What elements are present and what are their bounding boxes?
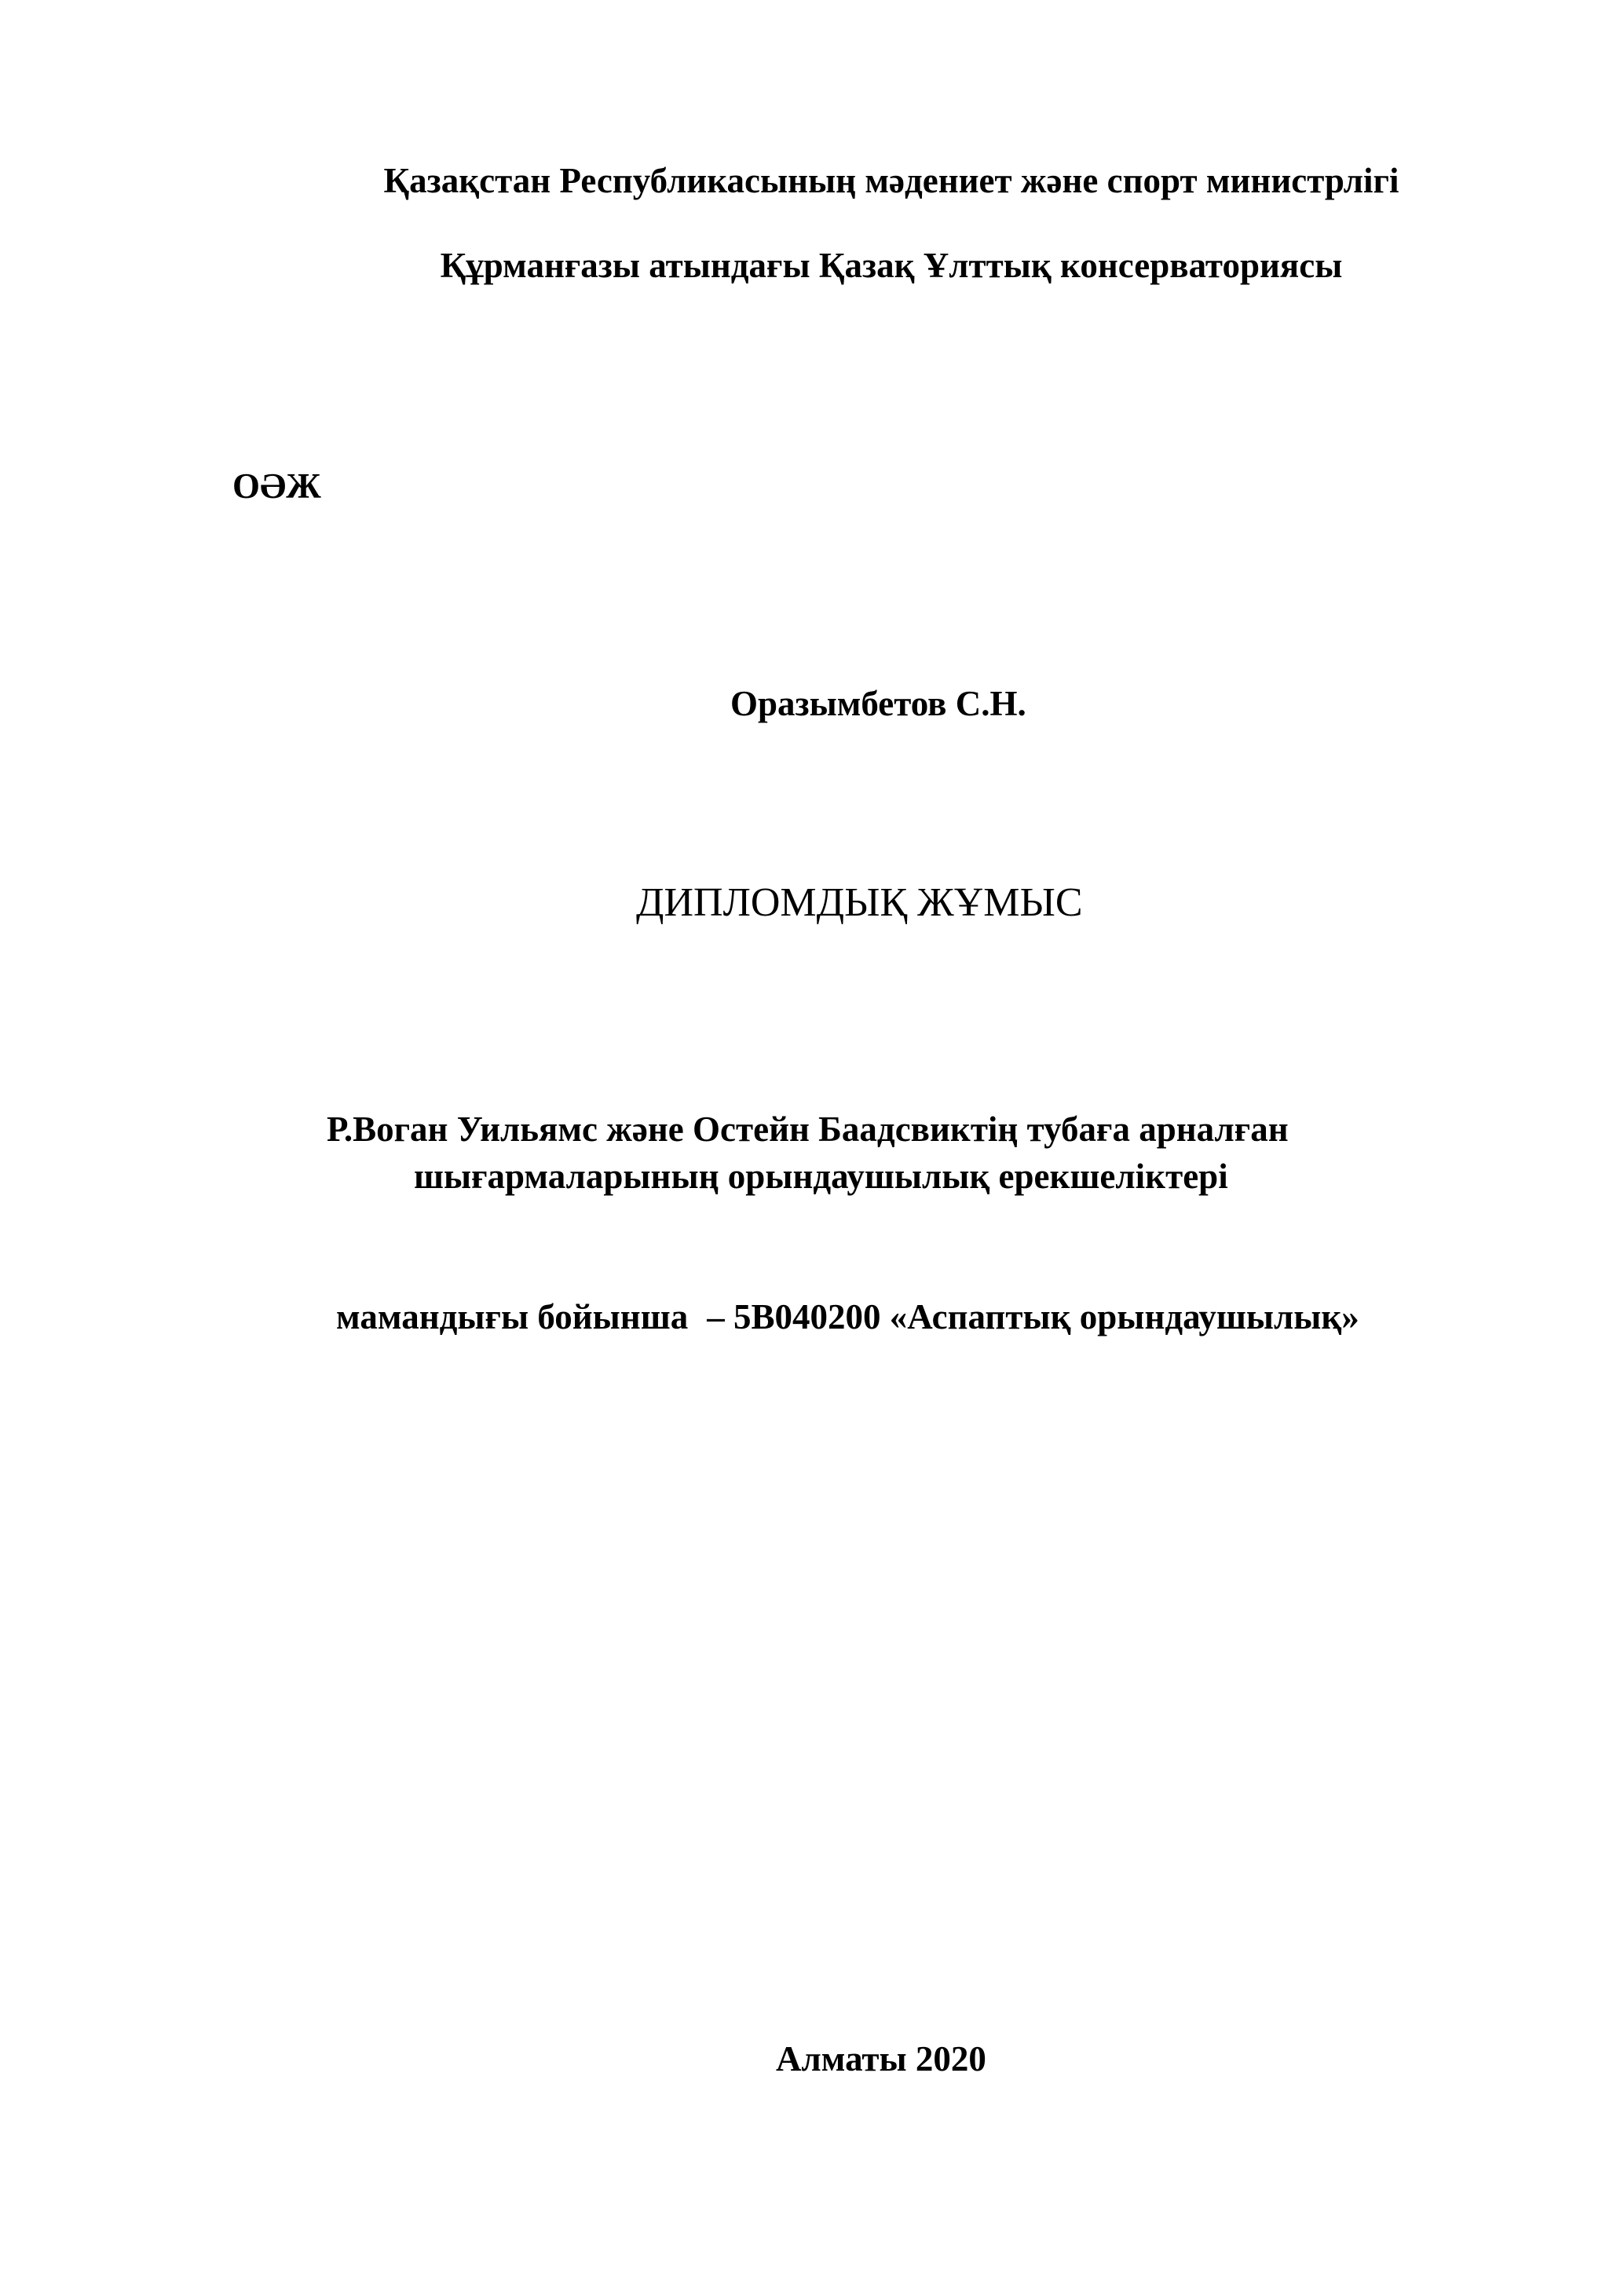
city-year: Алматы 2020 (776, 2039, 986, 2078)
specialty-line (336, 1297, 1359, 1336)
thesis-title-line-2: шығармаларының орындаушылық ерекшеліктері (414, 1157, 1228, 1196)
conservatory-heading: Құрманғазы атындағы Қазақ Ұлттық консерваториясы (440, 246, 1343, 285)
ministry-heading: Қазақстан Республикасының мәдениет және спорт министрлігі (383, 161, 1399, 200)
thesis-title-line-1: Р.Воган Уильямс және Остейн Баадсвиктің тубаға арналған (327, 1110, 1289, 1149)
document-type: ДИПЛОМДЫҚ ЖҰМЫС (636, 880, 1083, 925)
udc-label: ОӘЖ (232, 466, 321, 506)
author-name: Оразымбетов С.Н. (730, 684, 1026, 723)
specialty-prefix: мамандығы бойынша (336, 1297, 689, 1336)
specialty-code-name: – 5B040200 «Аспаптық орындаушылық» (707, 1297, 1359, 1336)
